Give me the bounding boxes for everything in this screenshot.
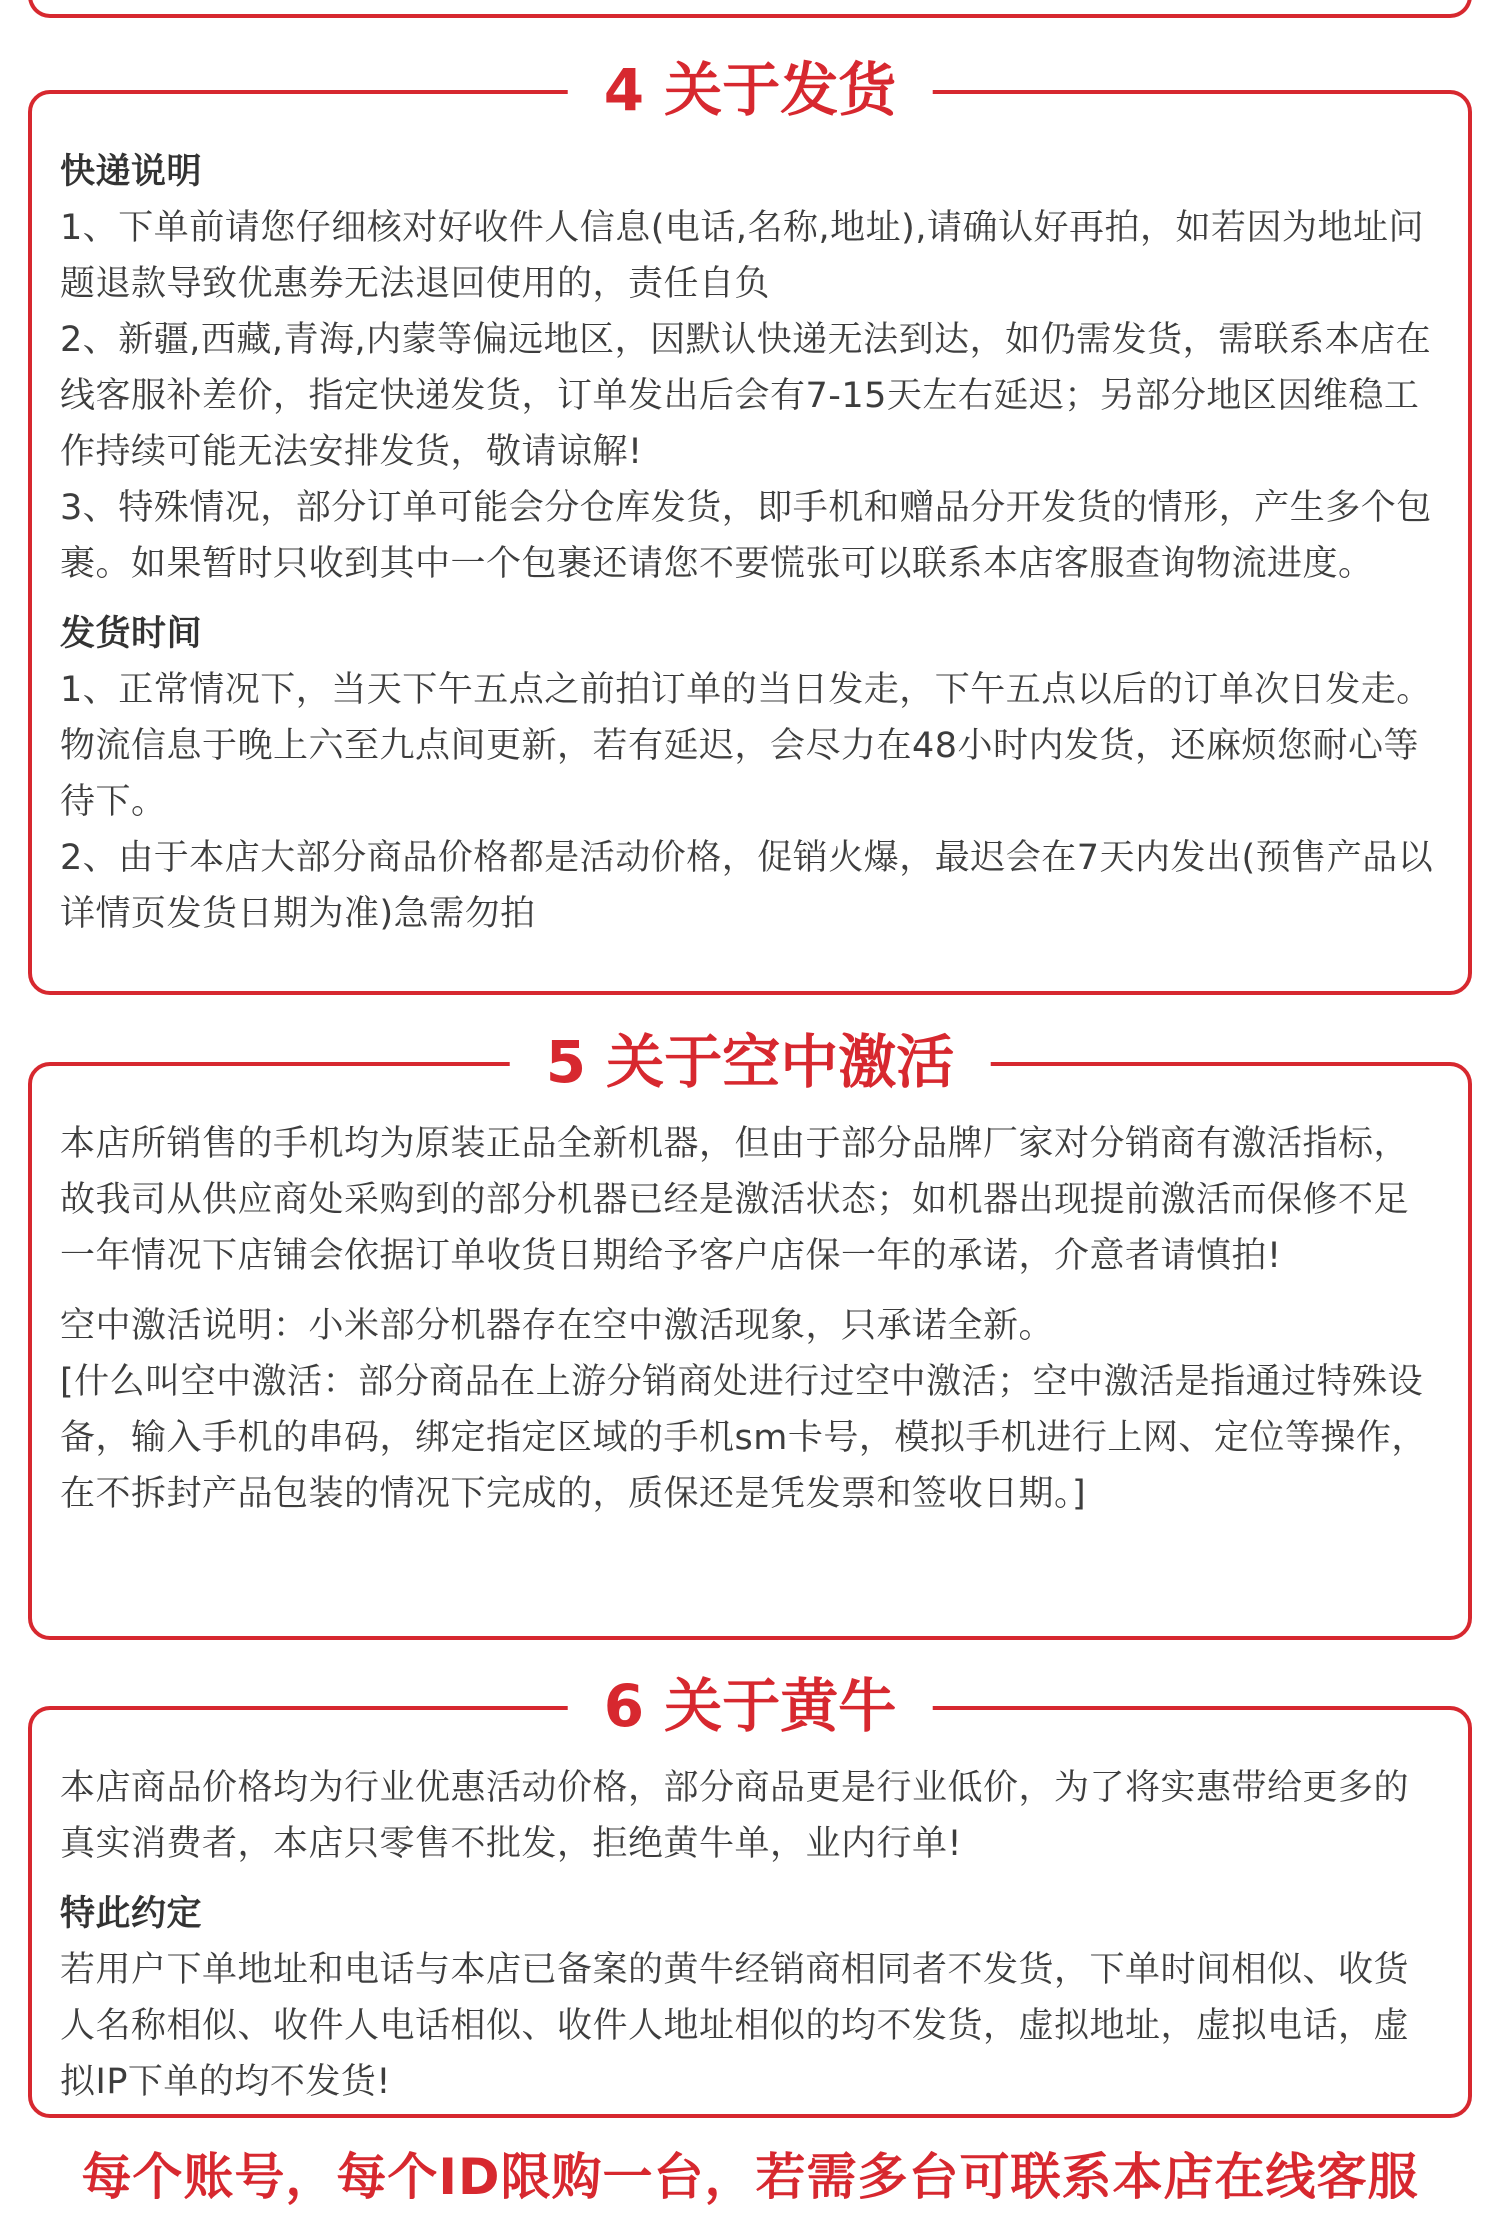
activation-policy: 本店所销售的手机均为原装正品全新机器，但由于部分品牌厂家对分销商有激活指标，故我司从供应商处采购到的部分机器已经是激活状态；如机器出现提前激活而保修不足一年情况下店铺会依据订单收货日期给予客户店保一年的承诺，介意者请慎拍! — [60, 1124, 1410, 1276]
shipping-time-item: 1、正常情况下，当天下午五点之前拍订单的当日发走，下午五点以后的订单次日发走。物流信息于晚上六至九点间更新，若有延迟，会尽力在48小时内发货，还麻烦您耐心等待下。 — [60, 670, 1432, 822]
agreement-text: 若用户下单地址和电话与本店已备案的黄牛经销商相同者不发货，下单时间相似、收货人名称相似、收件人电话相似、收件人地址相似的均不发货，虚拟地址，虚拟电话，虚拟IP下单的均不发货! — [60, 1950, 1410, 2102]
section-scalpers — [28, 1672, 1472, 2118]
previous-section-border — [28, 0, 1472, 18]
purchase-limit-notice: 每个账号，每个ID限购一台，若需多台可联系本店在线客服 — [81, 2148, 1419, 2206]
section-title-shipping: 4 关于发货 — [568, 50, 933, 130]
shipping-time-item: 2、由于本店大部分商品价格都是活动价格，促销火爆，最迟会在7天内发出(预售产品以详情页发货日期为准)急需勿拍 — [60, 838, 1434, 934]
express-item: 1、下单前请您仔细核对好收件人信息(电话,名称,地址),请确认好再拍，如若因为地址问题退款导致优惠券无法退回使用的，责任自负 — [60, 208, 1424, 304]
scalpers-body — [60, 1760, 1440, 2110]
section-title-air-activation: 5 关于空中激活 — [510, 1022, 991, 1102]
shipping-body — [60, 144, 1440, 942]
activation-definition: [什么叫空中激活：部分商品在上游分销商处进行过空中激活；空中激活是指通过特殊设备，输入手机的串码，绑定指定区域的手机sm卡号，模拟手机进行上网、定位等操作，在不拆封产品包装的情况下完成的，质保还是凭发票和签收日期。] — [60, 1362, 1427, 1514]
activation-note: 空中激活说明：小米部分机器存在空中激活现象，只承诺全新。 — [60, 1306, 1055, 1346]
scalper-policy: 本店商品价格均为行业优惠活动价格，部分商品更是行业低价，为了将实惠带给更多的真实消费者，本店只零售不批发，拒绝黄牛单，业内行单! — [60, 1768, 1410, 1864]
express-item: 2、新疆,西藏,青海,内蒙等偏远地区，因默认快递无法到达，如仍需发货，需联系本店在线客服补差价，指定快递发货，订单发出后会有7-15天左右延迟；另部分地区因维稳工作持续可能无法安排发货，敬请谅解! — [60, 320, 1432, 472]
section-shipping — [28, 56, 1472, 995]
air-activation-body — [60, 1116, 1440, 1522]
agreement-heading: 特此约定 — [60, 1894, 203, 1934]
section-air-activation — [28, 1028, 1472, 1640]
shipping-time-heading: 发货时间 — [60, 614, 203, 654]
express-heading: 快递说明 — [60, 152, 203, 192]
express-item: 3、特殊情况，部分订单可能会分仓库发货，即手机和赠品分开发货的情形，产生多个包裹。如果暂时只收到其中一个包裹还请您不要慌张可以联系本店客服查询物流进度。 — [60, 488, 1432, 584]
section-title-scalpers: 6 关于黄牛 — [568, 1666, 933, 1746]
